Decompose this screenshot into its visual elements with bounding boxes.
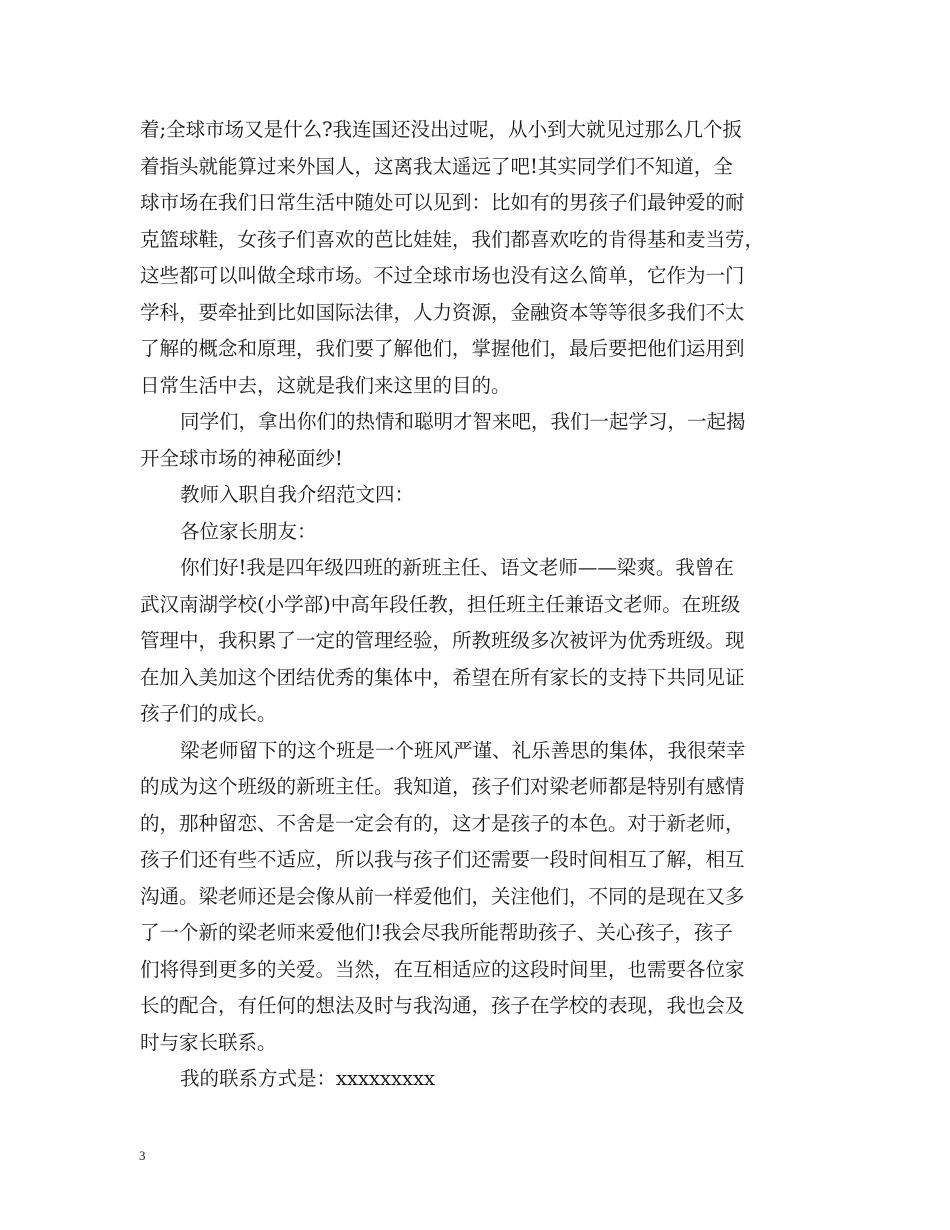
text-line: 的成为这个班级的新班主任。我知道，孩子们对梁老师都是特别有感情 <box>140 775 745 798</box>
text-line: 开全球市场的神秘面纱! <box>140 446 343 470</box>
text-line: 在加入美加这个团结优秀的集体中，希望在所有家长的支持下共同见证 <box>140 665 745 689</box>
text-line: 孩子们的成长。 <box>140 702 277 725</box>
text-line: 时与家长联系。 <box>140 1030 277 1054</box>
text-line: 管理中，我积累了一定的管理经验，所教班级多次被评为优秀班级。现 <box>140 629 745 652</box>
text-line: 这些都可以叫做全球市场。不过全球市场也没有这么简单，它作为一门 <box>140 264 745 287</box>
text-line: 着;全球市场又是什么?我连国还没出过呢，从小到大就见过那么几个扳 <box>140 118 743 141</box>
text-line: 球市场在我们日常生活中随处可以见到：比如有的男孩子们最钟爱的耐 <box>140 191 745 214</box>
text-line: 了解的概念和原理，我们要了解他们，掌握他们，最后要把他们运用到 <box>140 337 745 360</box>
text-line: 们将得到更多的关爱。当然，在互相适应的这段时间里，也需要各位家 <box>140 957 745 981</box>
text-line: 教师入职自我介绍范文四： <box>180 483 415 506</box>
page-number: 3 <box>139 1148 146 1163</box>
text-line: 武汉南湖学校(小学部)中高年段任教，担任班主任兼语文老师。在班级 <box>140 592 741 616</box>
text-line: 了一个新的梁老师来爱他们!我会尽我所能帮助孩子、关心孩子，孩子 <box>140 921 733 944</box>
text-line: 克篮球鞋，女孩子们喜欢的芭比娃娃，我们都喜欢吃的肯得基和麦当劳， <box>140 227 765 251</box>
text-line: 长的配合，有任何的想法及时与我沟通，孩子在学校的表现，我也会及 <box>140 994 745 1017</box>
body-text <box>140 112 820 1098</box>
text-line: 梁老师留下的这个班是一个班风严谨、礼乐善思的集体，我很荣幸 <box>180 738 746 762</box>
text-line: 我的联系方式是：xxxxxxxxx <box>180 1067 435 1090</box>
text-line: 着指头就能算过来外国人，这离我太遥远了吧!其实同学们不知道，全 <box>140 154 733 178</box>
text-line: 日常生活中去，这就是我们来这里的目的。 <box>140 373 511 397</box>
text-line: 各位家长朋友： <box>180 519 317 543</box>
text-line: 学科，要牵扯到比如国际法律，人力资源，金融资本等等很多我们不太 <box>140 300 745 324</box>
text-line: 你们好!我是四年级四班的新班主任、语文老师——梁爽。我曾在 <box>180 556 734 579</box>
text-line: 同学们，拿出你们的热情和聪明才智来吧，我们一起学习，一起揭 <box>180 410 746 433</box>
text-line: 孩子们还有些不适应，所以我与孩子们还需要一段时间相互了解，相互 <box>140 848 745 871</box>
text-line: 的，那种留恋、不舍是一定会有的，这才是孩子的本色。对于新老师， <box>140 811 745 835</box>
text-line: 沟通。梁老师还是会像从前一样爱他们，关注他们，不同的是现在又多 <box>140 884 745 908</box>
